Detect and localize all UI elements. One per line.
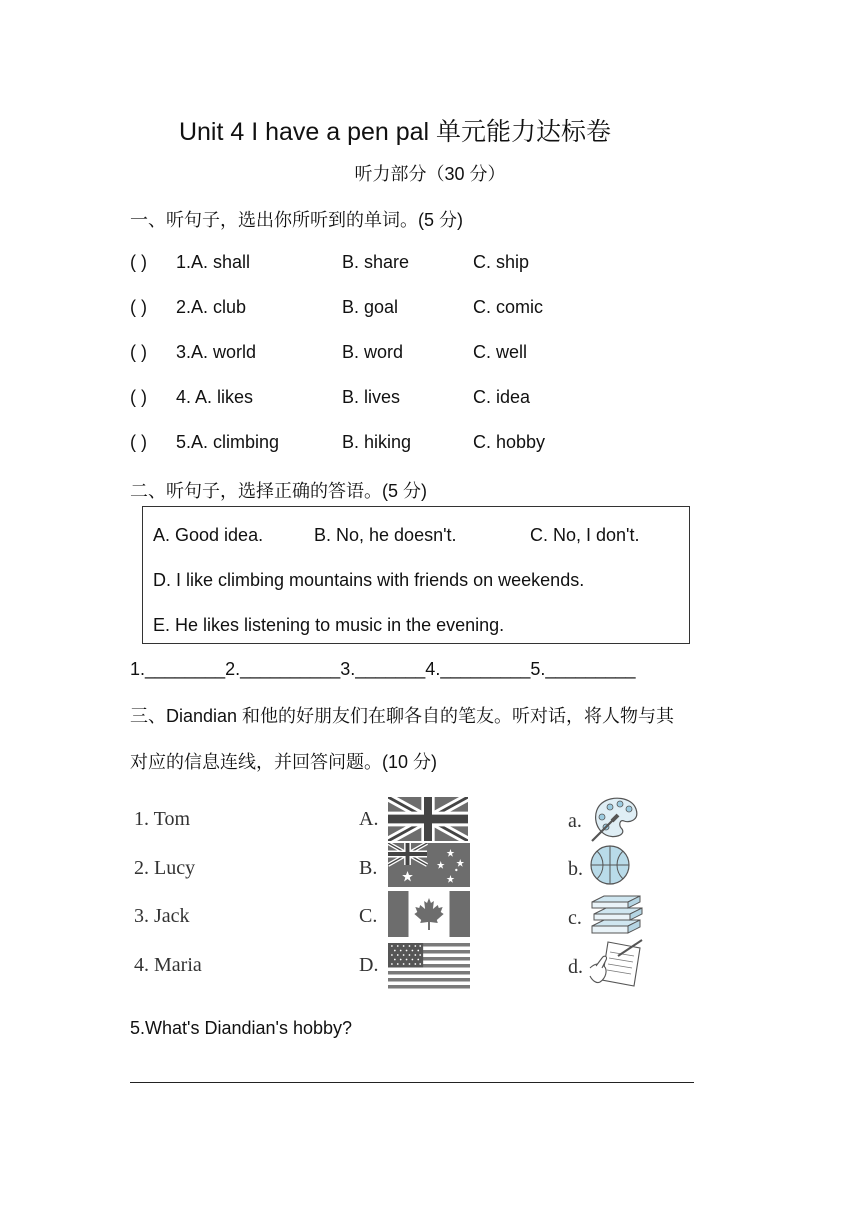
basketball-icon bbox=[588, 843, 646, 891]
option-a: 1.A. shall bbox=[176, 252, 251, 272]
person-maria: 4. Maria bbox=[134, 954, 202, 976]
books-icon bbox=[588, 890, 646, 938]
flag-letter-a: A. bbox=[359, 808, 379, 830]
hobby-letter-b: b. bbox=[568, 858, 583, 880]
flag-letter-b: B. bbox=[359, 857, 378, 879]
flag-letter-c: C. bbox=[359, 905, 378, 927]
option-a: 5.A. climbing bbox=[176, 432, 280, 452]
option-b: B. lives bbox=[342, 387, 401, 407]
option-b: B. hiking bbox=[342, 432, 412, 452]
option-c: C. well bbox=[473, 342, 528, 362]
writing-icon bbox=[588, 938, 646, 990]
person-lucy: 2. Lucy bbox=[134, 857, 196, 879]
section1-heading: 一、听句子，选出你所听到的单词。(5 分) bbox=[130, 210, 463, 230]
person-jack: 3. Jack bbox=[134, 905, 190, 927]
option-c: C. ship bbox=[473, 252, 530, 272]
section-subtitle: 听力部分（30 分） bbox=[354, 164, 506, 184]
hobby-letter-a: a. bbox=[568, 810, 582, 832]
option-c: C. hobby bbox=[473, 432, 546, 452]
answer-paren[interactable]: ( ) bbox=[130, 252, 147, 272]
flag-letter-d: D. bbox=[359, 954, 379, 976]
option-c: C. No, I don't. bbox=[530, 525, 640, 545]
answer-paren[interactable]: ( ) bbox=[130, 387, 147, 407]
answer-paren[interactable]: ( ) bbox=[130, 432, 147, 452]
canada-flag-icon bbox=[388, 891, 470, 937]
option-d: D. I like climbing mountains with friends on weekends. bbox=[153, 570, 585, 590]
answer-paren[interactable]: ( ) bbox=[130, 297, 147, 317]
hobby-letter-c: c. bbox=[568, 907, 582, 929]
section2-heading: 二、听句子，选择正确的答语。(5 分) bbox=[130, 481, 427, 501]
option-a: 3.A. world bbox=[176, 342, 257, 362]
option-e: E. He likes listening to music in the evening. bbox=[153, 615, 505, 635]
answer-line[interactable] bbox=[130, 1082, 694, 1083]
option-c: C. idea bbox=[473, 387, 531, 407]
option-b: B. No, he doesn't. bbox=[314, 525, 457, 545]
answer-options-box bbox=[142, 506, 690, 644]
option-a: A. Good idea. bbox=[153, 525, 264, 545]
australia-flag-icon bbox=[388, 843, 470, 887]
painting-palette-icon bbox=[588, 795, 646, 843]
option-b: B. goal bbox=[342, 297, 399, 317]
answer-paren[interactable]: ( ) bbox=[130, 342, 147, 362]
hobby-letter-d: d. bbox=[568, 956, 583, 978]
section3-heading-line1: 三、Diandian 和他的好朋友们在聊各自的笔友。听对话，将人物与其 bbox=[130, 706, 675, 726]
page-title: Unit 4 I have a pen pal 单元能力达标卷 bbox=[178, 118, 612, 146]
option-b: B. share bbox=[342, 252, 410, 272]
question-5: 5.What's Diandian's hobby? bbox=[130, 1018, 353, 1038]
uk-flag-icon bbox=[388, 797, 468, 841]
option-b: B. word bbox=[342, 342, 404, 362]
option-a: 2.A. club bbox=[176, 297, 247, 317]
usa-flag-icon bbox=[388, 943, 470, 989]
option-c: C. comic bbox=[473, 297, 544, 317]
person-tom: 1. Tom bbox=[134, 808, 191, 830]
answer-blanks[interactable]: 1.________2.__________3._______4._________5._________ bbox=[130, 659, 636, 679]
section3-heading-line2: 对应的信息连线，并回答问题。(10 分) bbox=[130, 752, 438, 772]
option-a: 4. A. likes bbox=[176, 387, 254, 407]
